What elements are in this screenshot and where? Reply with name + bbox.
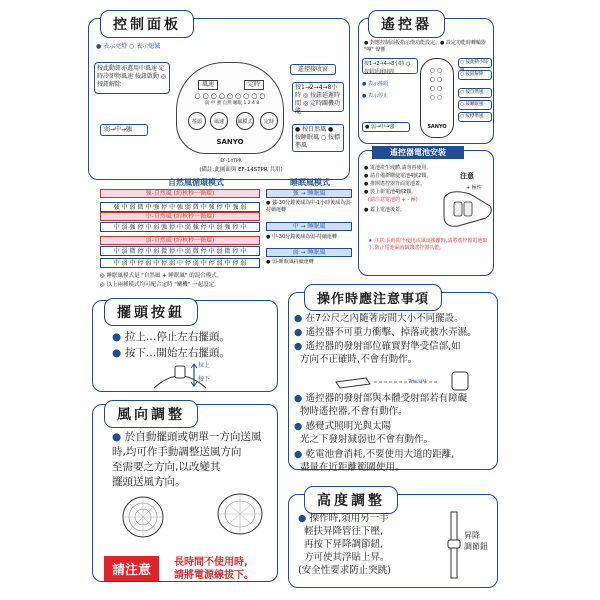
remote-right-callout-3: ○ 按自然風 — [458, 88, 492, 98]
battery-notice-label: 注意 — [460, 172, 474, 180]
remote-timer-callout: 按1→2→4→8小時 ○ 按鈕延遲時間 — [362, 58, 418, 74]
operation-item-5: ● 感覺式照明光與太陽 光之下發射減弱也不會有動作。 — [294, 421, 434, 445]
remote-swing-label: ● 表示搖頭 — [362, 81, 388, 87]
battery-step-3: ● 推開遙控器背面電池蓋。 — [364, 181, 425, 187]
callout-mode: ● 按自然風 ● 按睡眠風 ○ 按標準風 — [292, 124, 344, 152]
sleep-mode-bar-3: 弱 → 睡眠風 — [266, 248, 352, 257]
control-panel-legend: ● 表示亮燈 ○ 表示熄滅 — [96, 43, 161, 50]
direction-text: ● 於自動擺頭或朝單一方向送風 時,均可作手動調整送風方向 至需要之方向,以改變其 擺頭送風方向。 — [112, 431, 262, 488]
remote-intro: ● 對應控制面板指示燈功能設定。● 設定功能時轉輪器 "嗶" 聲響 — [364, 40, 486, 53]
swing-title: 擺頭按鈕 — [104, 298, 198, 326]
remote-battery-illustration — [440, 186, 494, 230]
callout-timer: 按1→2→4→8小時 ◎ 按鈕延遲時間 ◎ 定時關機功能 — [292, 82, 344, 112]
height-adjust-illustration — [444, 510, 464, 580]
swing-item-1: ● 拉上…停止左右擺頭。 — [112, 331, 230, 343]
natural-mode-bar-2: 中-自然風 (約秋秒一循環) — [100, 212, 260, 221]
remote-brand: SANYO — [427, 124, 447, 130]
remote-right-callout-2: ○ 按鈕解除 — [458, 70, 492, 80]
remote-pointing-illustration — [332, 370, 482, 392]
battery-step-6: ● 蓋上電池後蓋。 — [364, 207, 405, 213]
operation-item-4: ● 遙控器的發射部與本體受射部若有障礙 物時遙控器,不會有動作。 — [294, 393, 468, 417]
remote-stop-label: ● 表示停止 — [362, 93, 388, 99]
sleep-mode-row-3: ● 弱-睡眠風持續運轉 — [266, 259, 314, 265]
operation-title: 操作時應注意事項 — [304, 284, 442, 311]
panel-label-speed: 風速 — [198, 80, 218, 90]
operation-fig-label: 7m以內 — [408, 379, 427, 385]
natural-mode-title: 自然風循環模式 — [168, 178, 224, 187]
sleep-mode-row-2: ● 中-30分鐘後減為弱-持續運轉 — [266, 234, 337, 240]
callout-receiver: 遙控接收窗 — [290, 64, 336, 75]
panel-small-labels: 弱 中 強 自然 睡眠 1 2 4 8 — [204, 101, 260, 106]
notice-label: 請注意 — [104, 556, 159, 581]
battery-step-2: ● 請自備新購使電池4號2顆。 — [364, 173, 432, 179]
natural-mode-bar-3: 弱-自然風 (約秋秒一循環) — [100, 236, 260, 245]
battery-step-4: ● 裝上新電池4號2顆。 — [364, 189, 417, 195]
swing-item-2: ● 按下…開始左右擺頭。 — [112, 347, 230, 359]
sleep-mode-bar-1: 強 → 睡眠風 — [266, 189, 352, 198]
operation-item-3: ● 遙控器的發射部位確實對準受信部,如 方向不正確時,不會有動作。 — [294, 341, 461, 365]
remote-right-callout-5: ○ 按標準風 — [458, 112, 492, 122]
speed-button[interactable]: 風速 — [210, 112, 228, 130]
panel-label-timer: 定時 — [244, 80, 264, 90]
remote-title: 遙控器 — [368, 10, 445, 38]
operation-item-6: ● 乾電池會消耗,不要使用大道的距離, 盡量在近距離範圍使用。 — [294, 449, 455, 473]
swing-button[interactable]: 搖頭 — [188, 112, 206, 130]
control-panel-footnote: (備註:此圖面與 EF-14STPR 共用) — [199, 167, 283, 173]
remote-button-grid: ○○ ○○ ○○ ○○ — [429, 67, 445, 101]
fan-head-illustration-1 — [118, 494, 168, 540]
operation-item-1: ● 在7公尺之內隨著房間大小不同擺設。 — [294, 313, 464, 324]
battery-step-5: (請注意電池的 + - 極) — [368, 197, 418, 203]
sleep-mode-bar-2: 中 → 睡眠風 — [266, 222, 352, 231]
natural-mode-row-1: 強 中 弱 微 中 強 停 中 強 弱 微 中 強 停 中 強 弱 — [100, 202, 260, 212]
swing-fig-down: 按下 — [198, 376, 211, 383]
callout-speed: 弱→中→強 — [100, 124, 148, 136]
natural-mode-bar-1: 強-自然風 (約秋秒一循環) — [100, 189, 260, 198]
natural-mode-row-3: 中 弱 微 停 中 弱 微 停 中 弱 微 停 中 弱 微 停 中 — [100, 246, 260, 256]
battery-title: 遙控器電池安裝 — [372, 146, 464, 159]
battery-warning: ★ 注意:長時間不使用或風扇搬離時,請將遙控器電池取下,防止電池漏液破壞遙控器功能。 — [368, 238, 488, 251]
height-text: ● 操作時,須用另一手 輕扶昇降管往下壓, 再按下昇降調節鈕, 方可使其浮貼上昇。 (安全性要求防止突跳) — [298, 513, 391, 576]
natural-mode-row-2: 中 弱 強 停 中 弱 強 停 中 弱 強 停 中 弱 強 停 中 — [100, 222, 260, 232]
operation-item-2: ● 遙控器不可重力衝擊、掉落或被水弄濕。 — [294, 327, 477, 338]
battery-step-1: ● 電池產生液體,請勿再使用。 — [364, 165, 432, 171]
sleep-mode-row-1: ● 強-30分鐘後減為中-1小時後減為弱-持續運轉 — [266, 200, 352, 213]
battery-polarity-label: + 極性 — [466, 185, 482, 191]
control-panel-title: 控制面板 — [100, 10, 194, 38]
modes-note-1: ◎ 睡眠風模式是 "自然風 + 睡眠風" 的混合模式。 — [100, 273, 223, 279]
fan-head-illustration-2 — [214, 490, 266, 538]
panel-model-code: EF-14TPR — [220, 159, 242, 164]
notice-text: 長時間不使用時, 請將電源線拔下。 — [174, 557, 254, 581]
natural-mode-row-4: 中 弱 中 停 弱 中 停 弱 中 停 弱 中 停 弱 中 停 弱 — [100, 258, 260, 268]
panel-brand: SANYO — [216, 138, 244, 146]
mode-button[interactable]: 風模式 — [236, 112, 254, 130]
direction-title: 風向調整 — [104, 400, 198, 428]
sleep-mode-title: 睡眠風模式 — [290, 178, 330, 187]
callout-left: 按此動鈕亦選用中風速 定時冷卻物風速 按鈕啟動 ◎ 按鈕解除 — [94, 62, 170, 94]
panel-indicator-lights: ○○○○○○○○○ — [194, 92, 268, 100]
timer-button[interactable]: 定時 — [260, 112, 278, 130]
remote-speed-callout: ● 弱→中→強 — [362, 122, 410, 132]
remote-right-callout-4: ○ 按睡眠風 — [458, 100, 492, 110]
remote-right-callout-1: ○ 按此動小時鐘 — [458, 58, 492, 68]
modes-note-2: ◎ 以上兩種模式均可配合定時 "關機" 一起設定。 — [100, 282, 220, 288]
height-fig-label: 昇降 調節鈕 — [464, 531, 488, 551]
swing-fig-up: 拉上 — [198, 362, 211, 369]
height-title: 高度調整 — [304, 486, 398, 514]
